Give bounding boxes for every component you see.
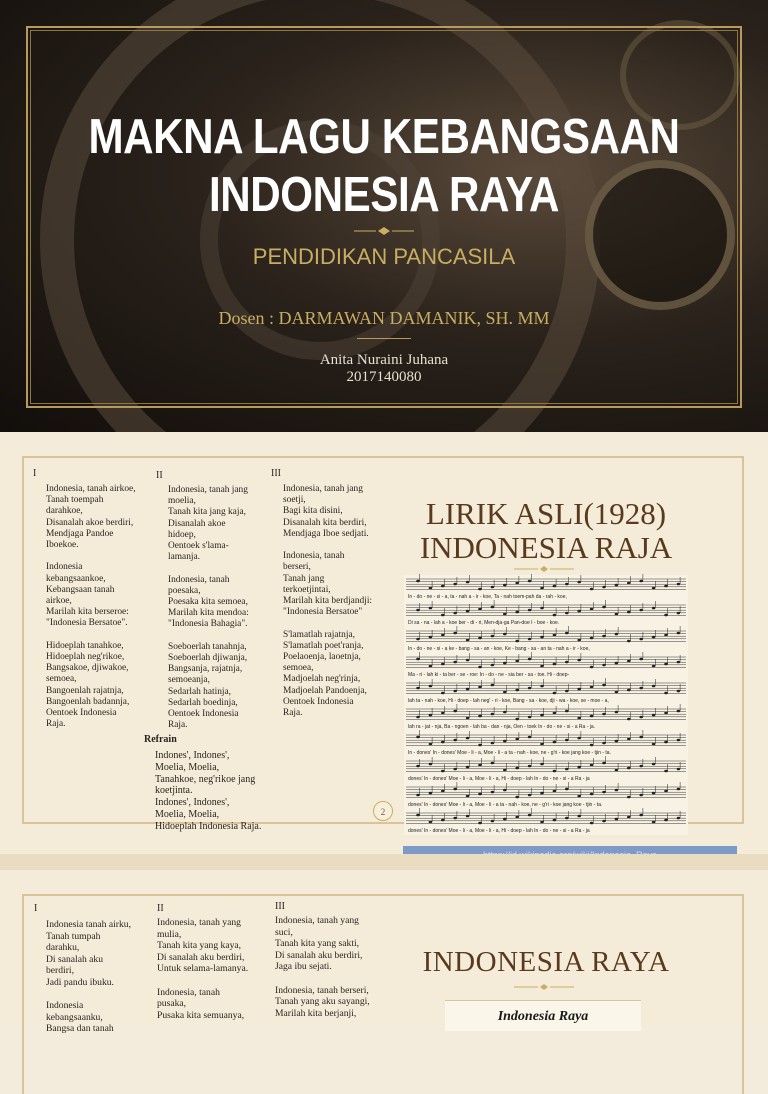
sheet-lyric-line: lah ta - nah - koe, Hi - doep - lah neg' - ri - koe, Bang - sa - koe, dji - wa - koe, se - moe - a,	[408, 698, 609, 704]
note-head	[478, 764, 482, 767]
note-head	[615, 691, 619, 694]
note-head	[528, 716, 532, 719]
note-head	[453, 739, 457, 742]
note-head	[503, 662, 507, 665]
note-head	[540, 607, 544, 610]
note-head	[540, 792, 544, 795]
note-head	[590, 764, 594, 767]
note-head	[466, 717, 470, 720]
note-head	[540, 636, 544, 639]
note-head	[639, 658, 643, 661]
note-head	[416, 687, 420, 690]
lecturer: Dosen : DARMAWAN DAMANIK, SH. MM	[218, 308, 550, 328]
staff	[406, 730, 686, 756]
note-head	[615, 584, 619, 587]
note-head	[639, 687, 643, 690]
note-head	[627, 689, 631, 692]
note-head	[677, 817, 681, 820]
verse-number: III	[275, 901, 285, 912]
note-head	[503, 711, 507, 714]
note-head	[553, 585, 557, 588]
note-head	[565, 583, 569, 586]
note-head	[416, 658, 420, 661]
ornament-icon	[354, 226, 414, 236]
note-head	[553, 790, 557, 793]
note-head	[528, 687, 532, 690]
ornament-icon	[514, 566, 574, 572]
note-head	[615, 711, 619, 714]
note-head	[590, 822, 594, 825]
slide-title-line2: INDONESIA RAYA	[209, 168, 559, 222]
note-head	[453, 788, 457, 791]
note-head	[540, 685, 544, 688]
note-head	[466, 610, 470, 613]
note-head	[441, 692, 445, 695]
note-head	[565, 661, 569, 664]
note-head	[627, 611, 631, 614]
note-head	[416, 609, 420, 612]
note-head	[466, 737, 470, 740]
note-head	[615, 613, 619, 616]
note-head	[664, 790, 668, 793]
note-head	[553, 819, 557, 822]
note-head	[553, 712, 557, 715]
note-head	[577, 795, 581, 798]
title-slide	[0, 0, 768, 432]
note-head	[664, 585, 668, 588]
note-head	[441, 819, 445, 822]
lyrics-slide-original	[0, 432, 768, 854]
note-head	[602, 586, 606, 589]
note-head	[466, 795, 470, 798]
note-head	[664, 614, 668, 617]
note-head	[478, 686, 482, 689]
note-head	[590, 686, 594, 689]
note-head	[528, 814, 532, 817]
note-head	[429, 714, 433, 717]
note-head	[528, 765, 532, 768]
note-head	[503, 633, 507, 636]
note-head	[615, 769, 619, 772]
note-head	[590, 588, 594, 591]
staff	[406, 626, 686, 652]
note-head	[639, 716, 643, 719]
note-head	[540, 743, 544, 746]
verse-number: II	[157, 903, 164, 914]
note-head	[602, 742, 606, 745]
sheet-lyric-line: In - dones' In - dones' Moe - li - a, Moe - li - a ta - nah - koe, ne - g'ri - koe jang koe - tjin - ta.	[408, 750, 611, 756]
note-head	[652, 743, 656, 746]
note-head	[540, 821, 544, 824]
staff	[406, 808, 686, 834]
ornament-icon	[514, 984, 574, 990]
note-head	[478, 744, 482, 747]
note-head	[615, 662, 619, 665]
note-head	[503, 613, 507, 616]
verse-1-lyrics: Indonesia, tanah airkoe, Tanah toempah darahkoe, Disanalah akoe berdiri, Mendjaga Pandoe Iboekoe. Indonesia kebangsaankoe, Kebangsaan tanah airkoe, Marilah kita berseroe: "Indonesia Bersatoe". Hidoeplah tanahkoe, Hidoeplah neg'rikoe, Bangsakoe, djiwakoe, semoea, Bangoenlah rajatnja, Bangoenlah badannja, Oentoek Indonesia Raja.	[46, 484, 136, 730]
note-head	[540, 763, 544, 766]
note-head	[429, 743, 433, 746]
note-head	[615, 789, 619, 792]
note-head	[553, 614, 557, 617]
note-head	[515, 611, 519, 614]
note-head	[677, 788, 681, 791]
note-head	[664, 712, 668, 715]
note-head	[652, 685, 656, 688]
note-head	[664, 819, 668, 822]
note-head	[553, 770, 557, 773]
note-head	[577, 717, 581, 720]
note-head	[453, 583, 457, 586]
sheet-music-staves	[404, 575, 688, 835]
note-head	[602, 791, 606, 794]
note-head	[478, 793, 482, 796]
note-head	[577, 815, 581, 818]
note-head	[639, 609, 643, 612]
sheet-music-image	[404, 575, 688, 835]
note-head	[429, 607, 433, 610]
note-head	[491, 820, 495, 823]
note-head	[429, 587, 433, 590]
verse-2-lyrics: Indonesia, tanah yang mulia, Tanah kita yang kaya, Di sanalah aku berdiri, Untuk selama-lamanya. Indonesia, tanah pusaka, Pusaka kita semuanya,	[157, 917, 249, 1021]
note-head	[639, 765, 643, 768]
note-head	[503, 818, 507, 821]
verse-number: I	[34, 903, 38, 914]
note-head	[627, 660, 631, 663]
note-head	[602, 664, 606, 667]
note-head	[491, 713, 495, 716]
note-head	[652, 763, 656, 766]
note-head	[602, 713, 606, 716]
note-head	[491, 606, 495, 609]
note-head	[429, 665, 433, 668]
sheet-lyric-line: Di sa - na - lah a - koe ber - di - ri, Men-dja-ga Pan-doe I - boe - koe.	[408, 620, 560, 626]
note-head	[416, 716, 420, 719]
note-head	[540, 587, 544, 590]
note-head	[453, 710, 457, 713]
sheet-lyric-line: lah ra - jat - nja, Ba - ngoen - lah ba - dan - nja, Oen - toek In - do - ne - si - a Ra - ja.	[408, 724, 596, 730]
note-head	[565, 817, 569, 820]
note-head	[416, 736, 420, 739]
note-head	[602, 762, 606, 765]
note-head	[515, 640, 519, 643]
note-head	[615, 740, 619, 743]
note-head	[577, 659, 581, 662]
note-head	[503, 691, 507, 694]
note-head	[441, 585, 445, 588]
note-head	[466, 766, 470, 769]
note-head	[453, 690, 457, 693]
note-head	[466, 639, 470, 642]
note-head	[602, 820, 606, 823]
note-head	[441, 712, 445, 715]
note-head	[627, 582, 631, 585]
note-head	[453, 817, 457, 820]
note-head	[590, 793, 594, 796]
note-head	[652, 607, 656, 610]
note-head	[627, 718, 631, 721]
refrain-heading: Refrain	[144, 734, 177, 745]
note-head	[540, 665, 544, 668]
sheet-music-image	[445, 1000, 641, 1031]
note-head	[540, 714, 544, 717]
verse-2-lyrics: Indonesia, tanah jang moelia, Tanah kita jang kaja, Disanalah akoe hidoep, Oentoek s'lama- lamanja. Indonesia, tanah poesaka, Poesaka kita semoea, Marilah kita mendoa: "Indonesia Bahagia". Soeboerlah tanahnja, Soeboerlah djiwanja, Bangsanja, rajatnja, semoeanja, Sedarlah hatinja, Sedarlah boedinja, Oentoek Indonesia Raja.	[168, 485, 249, 731]
note-head	[577, 581, 581, 584]
note-head	[652, 792, 656, 795]
verse-number: III	[271, 468, 281, 479]
note-head	[466, 815, 470, 818]
verse-3-lyrics: Indonesia, tanah jang soetji, Bagi kita disini, Disanalah kita berdiri, Mendjaga Iboe sedjati. Indonesia, tanah berseri, Tanah jang terkoetjintai, Marilah kita berdjandji: "Indonesia Bersatoe" S'lamatlah rajatnja, S'lamatlah poet'ranja, Poelaoenja, laoetnja, semoea, Madjoelah neg'rinja, Madjoelah Pandoenja, Oentoek Indonesia Raja.	[283, 484, 373, 719]
note-head	[639, 794, 643, 797]
note-head	[441, 663, 445, 666]
sheet-lyric-line: In - do - ne - si - a, ta - nah a - ir - koe, Ta - nah toem-pah da - rah - koe,	[408, 594, 567, 600]
verse-number: I	[33, 468, 37, 479]
note-head	[478, 822, 482, 825]
note-head	[677, 768, 681, 771]
note-head	[441, 770, 445, 773]
verse-3-lyrics: Indonesia, tanah yang suci, Tanah kita yang sakti, Di sanalah aku berdiri, Jaga ibu sejati. Indonesia, tanah berseri, Tanah yang aku sayangi, Marilah kita berjanji,	[275, 915, 370, 1019]
staff	[406, 782, 686, 808]
note-head	[553, 663, 557, 666]
note-head	[577, 766, 581, 769]
note-head	[602, 606, 606, 609]
note-head	[528, 794, 532, 797]
sheet-lyric-line: dones' In - dones' Moe - li - a, Moe - li - a, Hi - doep - lah In - do - ne - si - a Ra - ja	[408, 776, 590, 782]
note-head	[416, 765, 420, 768]
student-name: Anita Nuraini Juhana	[319, 352, 449, 368]
note-head	[565, 710, 569, 713]
note-head	[515, 767, 519, 770]
sheet-lyric-line: In - do - ne - si - a ke - bang - sa - an - koe, Ke - bang - sa - an ta - nah a - ir - koe,	[408, 646, 590, 652]
note-head	[553, 634, 557, 637]
note-head	[491, 664, 495, 667]
note-head	[478, 666, 482, 669]
note-head	[590, 637, 594, 640]
note-head	[453, 768, 457, 771]
note-head	[429, 763, 433, 766]
note-head	[677, 690, 681, 693]
note-head	[528, 638, 532, 641]
note-head	[615, 818, 619, 821]
note-head	[565, 788, 569, 791]
note-head	[503, 769, 507, 772]
note-head	[503, 789, 507, 792]
refrain-lyrics: Indones', Indones', Moelia, Moelia, Tanahkoe, neg'rikoe jang koetjinta. Indones', Indones', Moelia, Moelia, Hidoeplah Indonesia Raja.	[155, 750, 262, 832]
note-head	[503, 584, 507, 587]
note-head	[627, 738, 631, 741]
note-head	[478, 588, 482, 591]
sheet-title: Indonesia Raya	[497, 1009, 589, 1024]
student-id: 2017140080	[346, 369, 422, 385]
sheet-lyric-line: dones' In - dones' Moe - li - a, Moe - li - a ta - nah - koe, ne - g'ri - koe jang koe - tjin - ta.	[408, 802, 603, 808]
verse-number: II	[156, 470, 163, 481]
note-head	[503, 740, 507, 743]
note-head	[478, 715, 482, 718]
slide-heading-line1: LIRIK ASLI(1928)	[425, 496, 667, 531]
note-head	[515, 796, 519, 799]
note-head	[615, 633, 619, 636]
note-head	[652, 665, 656, 668]
note-head	[491, 762, 495, 765]
note-head	[491, 684, 495, 687]
note-head	[639, 638, 643, 641]
note-head	[652, 714, 656, 717]
staff	[406, 652, 686, 678]
lyrics-slide-modern	[0, 870, 768, 1035]
note-head	[639, 736, 643, 739]
note-head	[577, 688, 581, 691]
note-head	[677, 632, 681, 635]
staff	[406, 678, 686, 704]
slide-heading: INDONESIA RAYA	[422, 946, 670, 978]
note-head	[677, 739, 681, 742]
slide-separator	[0, 854, 768, 870]
note-head	[491, 635, 495, 638]
sheet-lyric-line: dones' In - dones' Moe - li - a, Moe - li - a, Hi - doep - lah In - do - ne - si - a Ra - ja	[408, 828, 590, 834]
note-head	[515, 689, 519, 692]
note-head	[429, 821, 433, 824]
staff	[406, 574, 686, 600]
note-head	[429, 792, 433, 795]
staff	[406, 704, 686, 730]
note-head	[565, 739, 569, 742]
note-head	[664, 692, 668, 695]
note-head	[441, 614, 445, 617]
note-head	[602, 635, 606, 638]
note-head	[453, 632, 457, 635]
note-head	[553, 692, 557, 695]
note-head	[466, 688, 470, 691]
note-head	[553, 741, 557, 744]
note-head	[528, 658, 532, 661]
note-head	[478, 608, 482, 611]
note-head	[515, 582, 519, 585]
note-head	[677, 583, 681, 586]
note-head	[441, 790, 445, 793]
note-head	[565, 632, 569, 635]
note-head	[639, 814, 643, 817]
note-head	[416, 638, 420, 641]
note-head	[627, 796, 631, 799]
note-head	[577, 737, 581, 740]
note-head	[515, 718, 519, 721]
note-head	[416, 794, 420, 797]
note-head	[627, 816, 631, 819]
note-head	[602, 684, 606, 687]
slide-heading-line2: INDONESIA RAJA	[419, 530, 673, 565]
note-head	[639, 580, 643, 583]
note-head	[664, 663, 668, 666]
note-head	[590, 744, 594, 747]
note-head	[441, 741, 445, 744]
note-head	[677, 612, 681, 615]
divider	[357, 338, 411, 339]
note-head	[416, 814, 420, 817]
note-head	[429, 636, 433, 639]
note-head	[429, 685, 433, 688]
note-head	[515, 660, 519, 663]
note-head	[577, 610, 581, 613]
note-head	[664, 741, 668, 744]
subtitle: PENDIDIKAN PANCASILA	[252, 244, 516, 269]
note-head	[565, 690, 569, 693]
note-head	[528, 580, 532, 583]
sheet-lyric-line: Ma - ri - lah ki - ta ber - se - roe: In - do - ne - sia ber - sa - toe. Hi - doep-	[408, 672, 570, 678]
note-head	[664, 770, 668, 773]
note-head	[590, 666, 594, 669]
note-head	[565, 768, 569, 771]
note-head	[491, 742, 495, 745]
staff	[406, 756, 686, 782]
note-head	[664, 634, 668, 637]
note-head	[491, 586, 495, 589]
note-head	[677, 710, 681, 713]
note-head	[453, 612, 457, 615]
note-head	[577, 639, 581, 642]
note-head	[466, 581, 470, 584]
staff	[406, 600, 686, 626]
page-number: 2	[373, 801, 393, 821]
note-head	[652, 821, 656, 824]
note-head	[652, 636, 656, 639]
note-head	[478, 637, 482, 640]
note-head	[466, 659, 470, 662]
note-head	[627, 640, 631, 643]
note-head	[491, 791, 495, 794]
note-head	[677, 661, 681, 664]
slide-title-line1: MAKNA LAGU KEBANGSAAN	[88, 110, 680, 164]
note-head	[453, 661, 457, 664]
note-head	[590, 608, 594, 611]
note-head	[528, 609, 532, 612]
note-head	[627, 767, 631, 770]
note-head	[416, 580, 420, 583]
note-head	[652, 587, 656, 590]
note-head	[528, 736, 532, 739]
note-head	[590, 715, 594, 718]
note-head	[515, 738, 519, 741]
note-head	[441, 634, 445, 637]
note-head	[515, 816, 519, 819]
note-head	[565, 612, 569, 615]
verse-1-lyrics: Indonesia tanah airku, Tanah tumpah darahku, Di sanalah aku berdiri, Jadi pandu ibuku. Indonesia kebangsaanku, Bangsa dan tanah	[46, 919, 131, 1035]
